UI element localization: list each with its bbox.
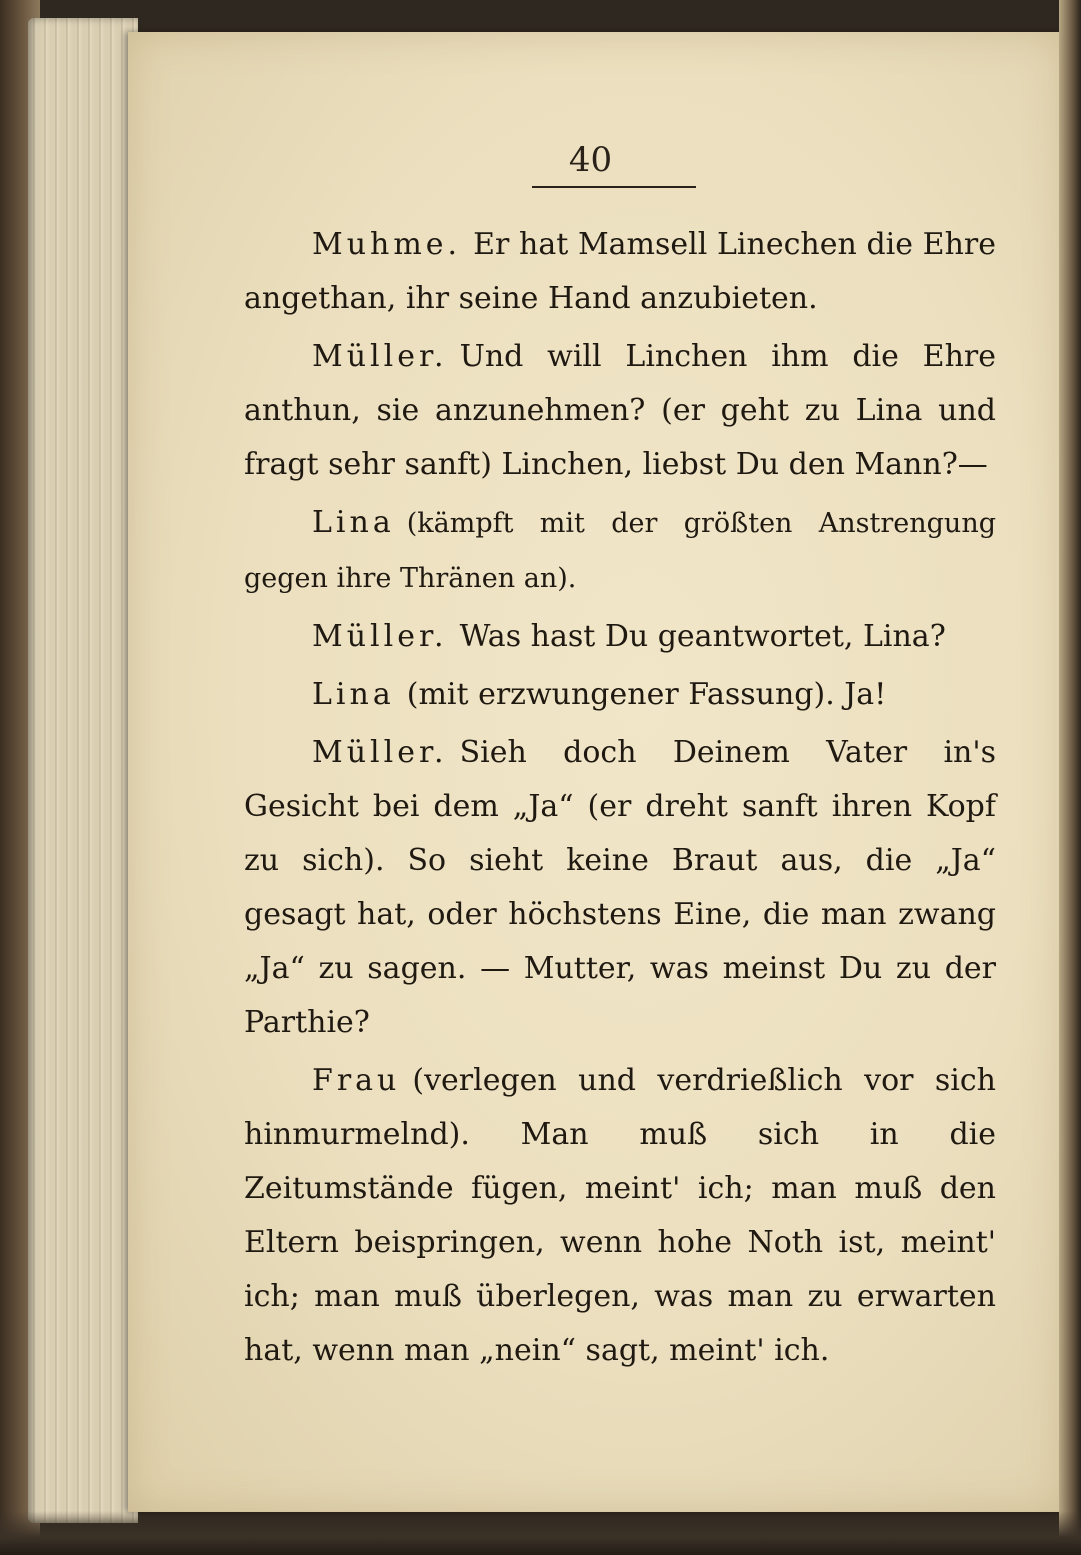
paragraph-text: Und will Linchen ihm die Ehre anthun, sie anzunehmen? (er geht zu Lina und fragt sehr sanft) Linchen, liebst Du den Mann?— bbox=[244, 339, 996, 482]
speaker-name: Lina bbox=[312, 505, 395, 540]
paragraph-muhme bbox=[244, 218, 996, 326]
book-bottom-edge bbox=[0, 1511, 1081, 1555]
book-right-edge bbox=[1059, 0, 1081, 1555]
paragraph-text: (mit erzwungener Fassung). Ja! bbox=[406, 677, 887, 712]
paragraph-text: Sieh doch Deinem Vater in's Gesicht bei dem „Ja“ (er dreht sanft ihren Kopf zu sich). So sieht keine Braut aus, die „Ja“ gesagt hat, oder höchstens Eine, die man zwang „Ja“ zu sagen. — Mutter, was meinst Du zu der Parthie? bbox=[244, 735, 996, 1040]
paragraph-mueller-1 bbox=[244, 330, 996, 492]
header-rule bbox=[532, 186, 696, 188]
page-stack bbox=[28, 18, 138, 1523]
paragraph-frau bbox=[244, 1054, 996, 1378]
page-text bbox=[244, 218, 996, 1382]
paragraph-text: Was hast Du geantwortet, Lina? bbox=[459, 619, 946, 654]
paragraph-mueller-3 bbox=[244, 726, 996, 1050]
page-number: 40 bbox=[568, 140, 613, 180]
speaker-name: Frau bbox=[312, 1063, 401, 1098]
paragraph-lina-2 bbox=[244, 668, 996, 722]
speaker-name: Müller. bbox=[312, 339, 448, 374]
speaker-name: Müller. bbox=[312, 735, 448, 770]
paragraph-text: (verlegen und verdrießlich vor sich hinmurmelnd). Man muß sich in die Zeitumstände fügen, meint' ich; man muß den Eltern beispringen, wenn hohe Noth ist, meint' ich; man muß überlegen, was man zu erwarten hat, wenn man „nein“ sagt, meint' ich. bbox=[244, 1063, 996, 1368]
paragraph-text: (kämpft mit der größten Anstrengung gegen ihre Thränen an). bbox=[244, 508, 996, 594]
paragraph-lina-1 bbox=[244, 496, 996, 606]
speaker-name: Lina bbox=[312, 677, 395, 712]
paragraph-mueller-2 bbox=[244, 610, 996, 664]
paragraph-text: Er hat Mamsell Linechen die Ehre angethan, ihr seine Hand anzubieten. bbox=[244, 227, 996, 316]
speaker-name: Müller. bbox=[312, 619, 448, 654]
speaker-name: Muhme. bbox=[312, 227, 462, 262]
